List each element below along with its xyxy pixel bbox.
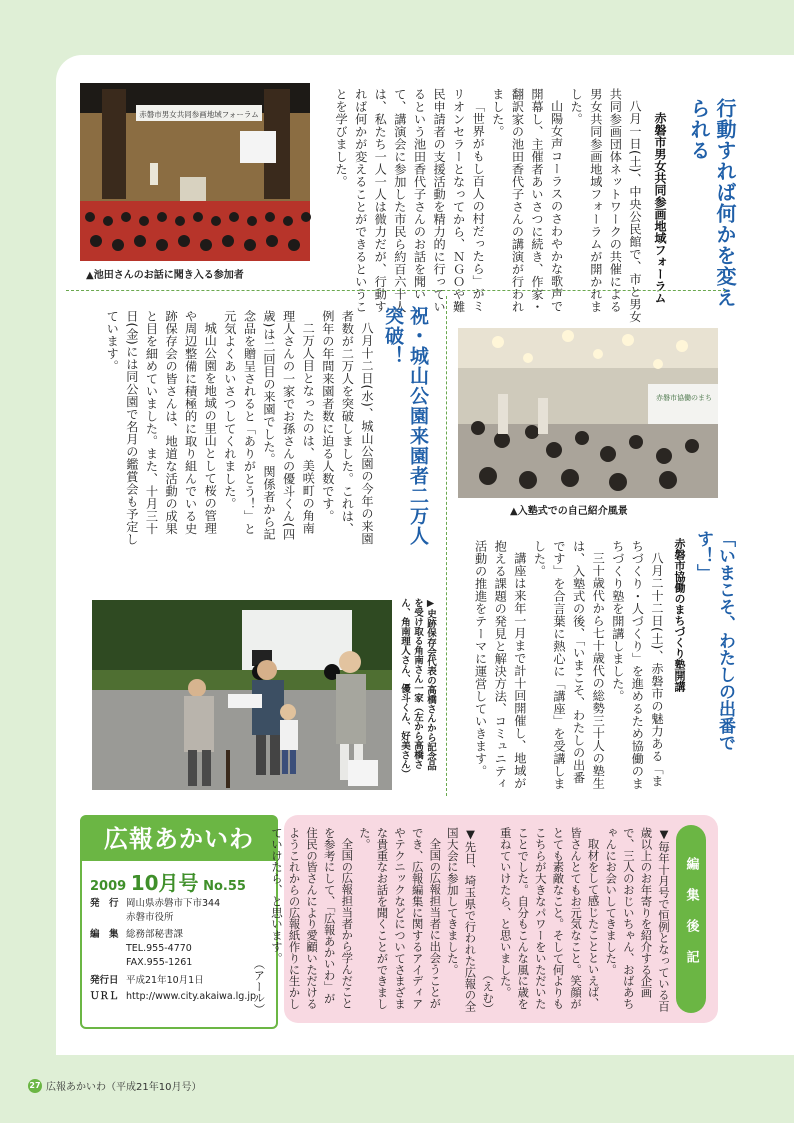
article1-paragraph: 山陽女声コーラスのさわやかな歌声で開幕し、主催者あいさつに続き、作家・翻訳家の池田香代子さんの講演が行われました。 <box>490 88 564 313</box>
article1-title: 行動すれば何かを変えられる <box>687 98 737 308</box>
article2-body <box>86 310 376 546</box>
forum-banner-text: 赤磐市男女共同参画地域フォーラム <box>139 110 259 119</box>
editor-note-paragraph: ▼先日、埼玉県で行われた広報の全国大会に参加してきました。 <box>445 827 478 1012</box>
article1-body <box>320 88 644 324</box>
masthead-row-label: ＵＲＬ <box>90 991 119 1002</box>
masthead-row <box>90 990 256 1004</box>
masthead-row-label: 発 行 <box>90 898 119 909</box>
masthead-row-value: 赤磐市役所 <box>126 912 174 923</box>
page-number: 27 <box>28 1079 42 1093</box>
editor-note-body <box>252 827 672 1015</box>
page-footer <box>28 1078 201 1093</box>
editor-note-paragraph: ▼毎年十月号で恒例となっている百歳以上のお年寄りを紹介する企画で、三人のおじいちゃん、おばあちゃんにお会いしてきました。 <box>604 827 671 1012</box>
seminar-banner-text: 赤磐市協働のまち <box>656 394 712 402</box>
masthead-issue <box>90 867 270 893</box>
article2-paragraph: 二万人目となったのは、美咲町の角南理人さんの一家でお孫さんの優斗くん(四歳)は二回目の来園でした。関係者から記念品を贈呈されると「ありがとう！」と元気よくあいさつしてくれました。 <box>222 310 316 541</box>
article1-paragraph: 「世界がもし百人の村だったら」がミリオンセラーとなってから、ＮＧＯや難民申請者の支援活動を精力的に行っているという池田香代子さんのお話を聞いて、講演会に参加した市民ら約百六十人は、私たち一人一人は微力だが、行動すれば何かが変えることができるということを学びました。 <box>334 88 486 313</box>
article3-subtitle: 赤磐市協働のまちづくり塾開講 <box>673 538 686 692</box>
masthead-row-value: 岡山県赤磐市下市344 <box>126 898 221 909</box>
masthead-month: 10月号 <box>130 871 199 895</box>
masthead-row-value: http://www.city.akaiwa.lg.jp <box>126 991 257 1002</box>
article3-paragraph: 講座は来年一月まで計十回開催し、地域が抱える課題の発見と解決方法、コミュニティ活動の推進をテーマに運営していきます。 <box>473 540 527 790</box>
masthead-row <box>90 956 192 970</box>
seminar-photo-caption: ▲入塾式での自己紹介風景 <box>510 506 628 517</box>
article3-paragraph: 三十歳代から七十歳代の総勢三十人の塾生は、入塾式の後、「いまこそ、わたしの出番です」を合言葉に熱心に「講座」を受講しました。 <box>532 540 606 790</box>
forum-photo-caption: ▲池田さんのお話に聞き入る参加者 <box>86 270 244 281</box>
article2-title: 祝・城山公園来園者二万人突破！ <box>382 306 429 546</box>
article3-title: 「いまこそ、わたしの出番です！」 <box>693 530 735 751</box>
park-photo-caption: ▶史跡保存会代表の高橋さんから記念品を受け取る角南さん一家（左から高橋さん、角南理人さん、優斗くん、好美さん） <box>399 598 436 779</box>
article2-paragraph: 八月十二日(水)、城山公園の今年の来園者数が二万人を突破しました。これは、例年の年間来園者数に迫る人数です。 <box>320 310 374 545</box>
masthead-row-value: 平成21年10月1日 <box>126 975 204 986</box>
masthead-row <box>90 928 183 942</box>
masthead-row-value: FAX.955-1261 <box>126 957 193 968</box>
article1-paragraph: 八月一日(土)、中央公民館で、市と男女共同参画団体ネットワークの共催による男女共同参画地域フォーラムが開かれました。 <box>569 88 642 323</box>
masthead-row <box>90 942 192 956</box>
editor-note-paragraph: 全国の広報担当者から学んだことを参考にして、「広報あかいわ」が住民の皆さんにより愛顧いただけるようこれからの広報紙作りに生かしていけたら、と思います。 <box>269 827 355 1010</box>
editor-note-heading <box>676 825 706 1013</box>
footer-text: 広報あかいわ（平成21年10月号） <box>46 1082 202 1093</box>
article3-body <box>458 540 666 796</box>
article3-paragraph: 八月二十二日(土)、赤磐市の魅力ある「まちづくり・人づくり」を進めるため協働のまちづくり塾を開講しました。 <box>610 540 664 790</box>
editor-note-signature: （えむ） <box>481 969 496 1015</box>
divider-horizontal <box>66 290 726 291</box>
masthead-row <box>90 897 220 911</box>
editor-note-paragraph: 取材をして感じたことといえば、皆さんとてもお元気なこと。笑顔がとても素敵なこと。そして何よりもこちらが大きなパワーをいただいたことでした。自分もこんな風に歳を重ねていけたら、と思いました。 <box>498 827 601 1010</box>
editor-note-box <box>252 815 718 1023</box>
masthead-number: No.55 <box>203 879 246 894</box>
masthead-box <box>80 815 278 1029</box>
masthead-row <box>90 974 204 988</box>
masthead-row-value: 総務部秘書課 <box>126 929 184 940</box>
article1-subtitle: 赤磐市男女共同参画地域フォーラム <box>653 112 667 304</box>
editor-note-signature: （アール） <box>252 958 267 1015</box>
divider-vertical <box>446 296 447 796</box>
masthead-year: 2009 <box>90 879 127 894</box>
forum-photo <box>80 83 310 261</box>
park-photo <box>92 600 392 790</box>
article2-paragraph: 城山公園を地域の里山として桜の管理や周辺整備に積極的に取り組んでいる史跡保存会の皆さんは、地道な活動の成果と目を細めていました。また、十月三十日(金)には同公園で名月の鑑賞会も予定しています。 <box>105 310 218 546</box>
editor-note-heading-text: 編集後記 <box>683 857 699 981</box>
seminar-photo <box>458 328 718 498</box>
masthead-row-label: 発行日 <box>90 975 119 986</box>
masthead-row <box>90 911 174 925</box>
masthead-row-label: 編 集 <box>90 929 119 940</box>
masthead-row-value: TEL.955-4770 <box>126 943 192 954</box>
masthead-title: 広報あかいわ <box>82 817 276 861</box>
editor-note-paragraph: 全国の広報担当者に出会うことができ、広報編集に関するアイディアやテクニックなどについてさまざまな貴重なお話を聞くことができました。 <box>357 827 443 1010</box>
